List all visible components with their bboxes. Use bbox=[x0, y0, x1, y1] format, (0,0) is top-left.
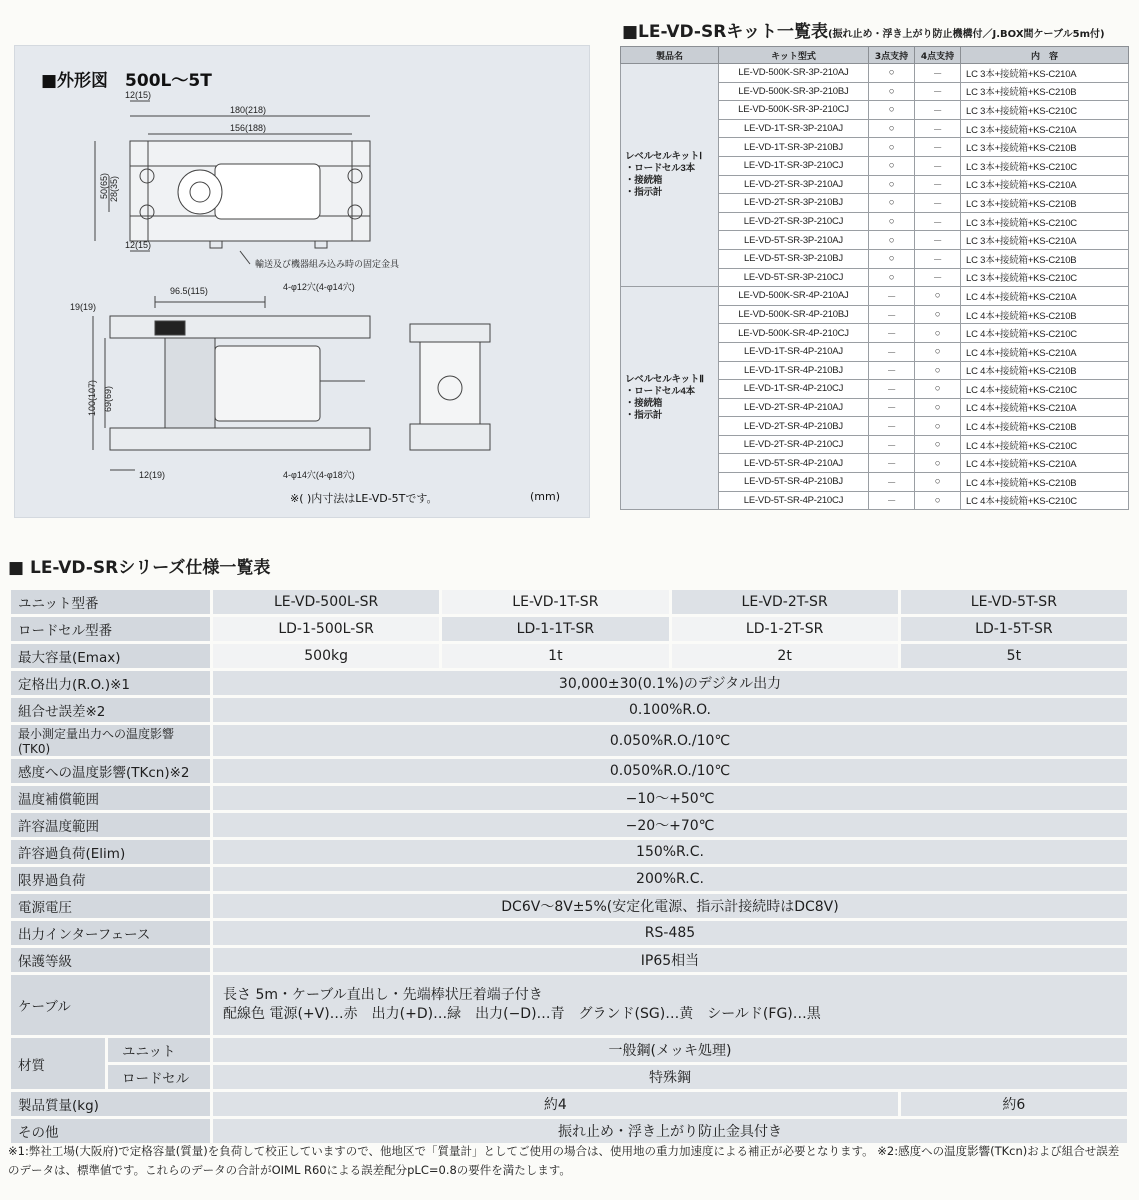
kit-content: LC 4本+接続箱+KS-C210A bbox=[961, 342, 1129, 361]
kit-3pt-mark: － bbox=[869, 417, 915, 436]
spec-label: 温度補償範囲 bbox=[11, 786, 210, 810]
kit-content: LC 4本+接続箱+KS-C210C bbox=[961, 380, 1129, 399]
spec-cell: 5t bbox=[901, 644, 1127, 668]
kit-model: LE-VD-1T-SR-3P-210AJ bbox=[719, 119, 869, 138]
outline-drawing bbox=[15, 46, 591, 519]
kit-table-subtitle: (振れ止め・浮き上がり防止機構付／J.BOX間ケーブル5m付) bbox=[827, 29, 1105, 40]
kit-header-model: キット型式 bbox=[719, 47, 869, 64]
kit-model: LE-VD-500K-SR-3P-210CJ bbox=[719, 101, 869, 120]
kit-3pt-mark: － bbox=[869, 454, 915, 473]
kit-content: LC 3本+接続箱+KS-C210B bbox=[961, 249, 1129, 268]
spec-row bbox=[11, 813, 1127, 837]
kit-3pt-mark: ○ bbox=[869, 175, 915, 194]
spec-value: RS-485 bbox=[213, 921, 1127, 945]
kit-3pt-mark: － bbox=[869, 491, 915, 510]
kit-model: LE-VD-5T-SR-4P-210BJ bbox=[719, 473, 869, 492]
kit-4pt-mark: ○ bbox=[915, 380, 961, 399]
dim-69: 69(69) bbox=[103, 385, 113, 412]
kit-4pt-mark: － bbox=[915, 156, 961, 175]
spec-row bbox=[11, 698, 1127, 722]
kit-3pt-mark: ○ bbox=[869, 138, 915, 157]
dimension-note: ※( )内寸法はLE-VD-5Tです。 bbox=[290, 492, 438, 505]
kit-content: LC 3本+接続箱+KS-C210B bbox=[961, 194, 1129, 213]
spec-label: 感度への温度影響(TKcn)※2 bbox=[11, 759, 210, 783]
kit-3pt-mark: ○ bbox=[869, 156, 915, 175]
spec-cell: LE-VD-500L-SR bbox=[213, 590, 439, 614]
kit-3pt-mark: ○ bbox=[869, 249, 915, 268]
kit-content: LC 3本+接続箱+KS-C210C bbox=[961, 268, 1129, 287]
cable-line-2: 配線色 電源(+V)…赤 出力(+D)…緑 出力(−D)…青 グランド(SG)…黄 シールド(FG)…黒 bbox=[223, 1006, 821, 1022]
spec-cell: 2t bbox=[672, 644, 898, 668]
kit-4pt-mark: ○ bbox=[915, 287, 961, 306]
spec-cell: LD-1-2T-SR bbox=[672, 617, 898, 641]
spec-label: 限界過負荷 bbox=[11, 867, 210, 891]
spec-table bbox=[8, 587, 1130, 1146]
kit-header-content: 内 容 bbox=[961, 47, 1129, 64]
spec-row-material-unit bbox=[11, 1038, 1127, 1062]
kit-4pt-mark: － bbox=[915, 249, 961, 268]
spec-cell: 1t bbox=[442, 644, 668, 668]
junction-box bbox=[215, 346, 320, 421]
kit-row bbox=[621, 64, 1129, 83]
kit-content: LC 4本+接続箱+KS-C210A bbox=[961, 454, 1129, 473]
kit-3pt-mark: ○ bbox=[869, 82, 915, 101]
kit-content: LC 4本+接続箱+KS-C210C bbox=[961, 435, 1129, 454]
spec-label: 製品質量(kg) bbox=[11, 1092, 210, 1116]
spec-value: −10～+50℃ bbox=[213, 786, 1127, 810]
front-bottom-plate bbox=[110, 428, 370, 450]
kit-content: LC 4本+接続箱+KS-C210B bbox=[961, 305, 1129, 324]
spec-value: 約4 bbox=[213, 1092, 898, 1116]
kit-content: LC 4本+接続箱+KS-C210A bbox=[961, 287, 1129, 306]
spec-row-capacity bbox=[11, 644, 1127, 668]
fixture-note: 輸送及び機器組み込み時の固定金具 bbox=[255, 259, 400, 269]
kit-4pt-mark: － bbox=[915, 82, 961, 101]
kit-4pt-mark: － bbox=[915, 119, 961, 138]
spec-cell: LE-VD-1T-SR bbox=[442, 590, 668, 614]
kit-content: LC 4本+接続箱+KS-C210A bbox=[961, 398, 1129, 417]
kit-model: LE-VD-1T-SR-3P-210CJ bbox=[719, 156, 869, 175]
spec-row-mass bbox=[11, 1092, 1127, 1116]
junction-cover bbox=[215, 164, 320, 219]
kit-3pt-mark: ○ bbox=[869, 194, 915, 213]
kit-3pt-mark: － bbox=[869, 398, 915, 417]
kit-content: LC 4本+接続箱+KS-C210B bbox=[961, 417, 1129, 436]
spec-label: 組合せ誤差※2 bbox=[11, 698, 210, 722]
cable-value bbox=[213, 975, 1127, 1035]
kit-model: LE-VD-2T-SR-3P-210BJ bbox=[719, 194, 869, 213]
spec-row-unit bbox=[11, 590, 1127, 614]
spec-value: 0.050%R.O./10℃ bbox=[213, 725, 1127, 756]
hole-14-note: 4-φ14穴(4-φ18穴) bbox=[283, 470, 355, 480]
kit-model: LE-VD-500K-SR-3P-210BJ bbox=[719, 82, 869, 101]
spec-label: ケーブル bbox=[11, 975, 210, 1035]
spec-cell: LE-VD-5T-SR bbox=[901, 590, 1127, 614]
kit-4pt-mark: － bbox=[915, 101, 961, 120]
spec-value: 30,000±30(0.1%)のデジタル出力 bbox=[213, 671, 1127, 695]
kit-content: LC 3本+接続箱+KS-C210A bbox=[961, 119, 1129, 138]
load-cell-body bbox=[165, 338, 215, 428]
kit-model: LE-VD-2T-SR-3P-210CJ bbox=[719, 212, 869, 231]
kit-content: LC 4本+接続箱+KS-C210C bbox=[961, 324, 1129, 343]
kit-3pt-mark: － bbox=[869, 287, 915, 306]
kit-content: LC 4本+接続箱+KS-C210B bbox=[961, 361, 1129, 380]
spec-value: 特殊鋼 bbox=[213, 1065, 1127, 1089]
spec-row bbox=[11, 921, 1127, 945]
dim-12-front: 12(19) bbox=[139, 470, 166, 480]
kit-model: LE-VD-5T-SR-4P-210AJ bbox=[719, 454, 869, 473]
kit-3pt-mark: － bbox=[869, 305, 915, 324]
side-bottom-plate bbox=[410, 424, 490, 450]
spec-label: 材質 bbox=[11, 1038, 105, 1089]
spec-row-material-lc bbox=[11, 1065, 1127, 1089]
kit-content: LC 3本+接続箱+KS-C210C bbox=[961, 212, 1129, 231]
kit-header-4pt: 4点支持 bbox=[915, 47, 961, 64]
unit-note: (mm) bbox=[530, 490, 561, 503]
dim-50: 50(65) bbox=[99, 172, 109, 199]
kit-model: LE-VD-500K-SR-4P-210AJ bbox=[719, 287, 869, 306]
spec-row bbox=[11, 725, 1127, 756]
spec-label: その他 bbox=[11, 1119, 210, 1143]
side-top-plate bbox=[410, 324, 490, 342]
spec-sublabel: ユニット bbox=[108, 1038, 210, 1062]
kit-product-group: レベルセルキットⅠ ・ロードセル3本 ・接続箱 ・指示計 bbox=[621, 64, 719, 287]
spec-cell: LD-1-5T-SR bbox=[901, 617, 1127, 641]
spec-value: IP65相当 bbox=[213, 948, 1127, 972]
spec-label: 電源電圧 bbox=[11, 894, 210, 918]
kit-model: LE-VD-1T-SR-4P-210CJ bbox=[719, 380, 869, 399]
kit-content: LC 3本+接続箱+KS-C210C bbox=[961, 101, 1129, 120]
spec-cell: LD-1-1T-SR bbox=[442, 617, 668, 641]
dim-28: 28(35) bbox=[109, 175, 119, 202]
kit-3pt-mark: － bbox=[869, 473, 915, 492]
dim-19: 19(19) bbox=[70, 302, 97, 312]
kit-3pt-mark: － bbox=[869, 324, 915, 343]
spec-value: 振れ止め・浮き上がり防止金具付き bbox=[213, 1119, 1127, 1143]
kit-4pt-mark: － bbox=[915, 64, 961, 83]
kit-4pt-mark: － bbox=[915, 212, 961, 231]
kit-model: LE-VD-2T-SR-3P-210AJ bbox=[719, 175, 869, 194]
kit-content: LC 3本+接続箱+KS-C210B bbox=[961, 138, 1129, 157]
spec-label: 許容過負荷(Elim) bbox=[11, 840, 210, 864]
spec-cell: 500kg bbox=[213, 644, 439, 668]
kit-model: LE-VD-2T-SR-4P-210BJ bbox=[719, 417, 869, 436]
spec-label: 保護等級 bbox=[11, 948, 210, 972]
kit-3pt-mark: － bbox=[869, 342, 915, 361]
kit-3pt-mark: － bbox=[869, 380, 915, 399]
spec-table-title: ■ LE-VD-SRシリーズ仕様一覧表 bbox=[8, 558, 271, 578]
spec-row-other bbox=[11, 1119, 1127, 1143]
spec-value: 一般鋼(メッキ処理) bbox=[213, 1038, 1127, 1062]
spec-row-cable bbox=[11, 975, 1127, 1035]
dim-100: 100(107) bbox=[87, 379, 97, 416]
drawing-title: ■外形図 500L～5T bbox=[41, 71, 212, 91]
kit-4pt-mark: ○ bbox=[915, 361, 961, 380]
dim-12-bottom: 12(15) bbox=[125, 240, 152, 250]
kit-header-3pt: 3点支持 bbox=[869, 47, 915, 64]
spec-cell: LE-VD-2T-SR bbox=[672, 590, 898, 614]
kit-model: LE-VD-1T-SR-4P-210AJ bbox=[719, 342, 869, 361]
spec-row bbox=[11, 671, 1127, 695]
kit-4pt-mark: － bbox=[915, 194, 961, 213]
kit-4pt-mark: － bbox=[915, 268, 961, 287]
kit-3pt-mark: － bbox=[869, 361, 915, 380]
spec-value: 約6 bbox=[901, 1092, 1127, 1116]
spec-value: 0.100%R.O. bbox=[213, 698, 1127, 722]
kit-model: LE-VD-500K-SR-3P-210AJ bbox=[719, 64, 869, 83]
spec-label: 出力インターフェース bbox=[11, 921, 210, 945]
kit-model: LE-VD-2T-SR-4P-210AJ bbox=[719, 398, 869, 417]
kit-model: LE-VD-5T-SR-3P-210CJ bbox=[719, 268, 869, 287]
kit-content: LC 3本+接続箱+KS-C210A bbox=[961, 231, 1129, 250]
hole-12-note: 4-φ12穴(4-φ14穴) bbox=[283, 282, 355, 292]
spec-value: 150%R.C. bbox=[213, 840, 1127, 864]
kit-header-row bbox=[621, 47, 1129, 64]
kit-row bbox=[621, 287, 1129, 306]
outline-drawing-panel bbox=[14, 45, 590, 518]
kit-4pt-mark: ○ bbox=[915, 398, 961, 417]
kit-4pt-mark: ○ bbox=[915, 454, 961, 473]
kit-3pt-mark: ○ bbox=[869, 231, 915, 250]
kit-model: LE-VD-5T-SR-3P-210BJ bbox=[719, 249, 869, 268]
kit-content: LC 3本+接続箱+KS-C210A bbox=[961, 175, 1129, 194]
kit-model: LE-VD-1T-SR-4P-210BJ bbox=[719, 361, 869, 380]
spec-row-loadcell bbox=[11, 617, 1127, 641]
kit-model: LE-VD-500K-SR-4P-210BJ bbox=[719, 305, 869, 324]
footnote: ※1:弊社工場(大阪府)で定格容量(質量)を負荷して校正していますので、他地区で「質量計」としてご使用の場合は、使用地の重力加速度による補正が必要となります。 ※2:感度への温度影響(TKcn)および組合せ誤差のデータは、標準値です。これらのデータの合計がOIML R60による誤差配分pLC=0.8の要件を満たします。 bbox=[8, 1144, 1120, 1177]
kit-4pt-mark: ○ bbox=[915, 435, 961, 454]
dim-180: 180(218) bbox=[230, 105, 267, 115]
kit-model: LE-VD-2T-SR-4P-210CJ bbox=[719, 435, 869, 454]
kit-4pt-mark: ○ bbox=[915, 473, 961, 492]
spec-label: 定格出力(R.O.)※1 bbox=[11, 671, 210, 695]
kit-4pt-mark: ○ bbox=[915, 324, 961, 343]
kit-table-title: ■LE-VD-SRキット一覧表(振れ止め・浮き上がり防止機構付／J.BOX間ケーブル5m付) bbox=[622, 22, 1105, 42]
spec-value: DC6V～8V±5%(安定化電源、指示計接続時はDC8V) bbox=[213, 894, 1127, 918]
spec-value: 0.050%R.O./10℃ bbox=[213, 759, 1127, 783]
spec-value: 200%R.C. bbox=[213, 867, 1127, 891]
dim-156: 156(188) bbox=[230, 123, 267, 133]
kit-3pt-mark: ○ bbox=[869, 119, 915, 138]
kit-table bbox=[620, 46, 1129, 510]
kit-model: LE-VD-5T-SR-4P-210CJ bbox=[719, 491, 869, 510]
kit-3pt-mark: ○ bbox=[869, 64, 915, 83]
kit-content: LC 3本+接続箱+KS-C210B bbox=[961, 82, 1129, 101]
spec-row bbox=[11, 840, 1127, 864]
spec-row bbox=[11, 894, 1127, 918]
spec-label: 最小測定量出力への温度影響(TK0) bbox=[11, 725, 210, 756]
kit-3pt-mark: ○ bbox=[869, 268, 915, 287]
kit-content: LC 4本+接続箱+KS-C210B bbox=[961, 473, 1129, 492]
kit-4pt-mark: ○ bbox=[915, 305, 961, 324]
kit-3pt-mark: ○ bbox=[869, 101, 915, 120]
kit-header-product: 製品名 bbox=[621, 47, 719, 64]
spec-label: ユニット型番 bbox=[11, 590, 210, 614]
spec-cell: LD-1-500L-SR bbox=[213, 617, 439, 641]
load-button bbox=[178, 170, 222, 214]
kit-4pt-mark: ○ bbox=[915, 342, 961, 361]
kit-4pt-mark: － bbox=[915, 138, 961, 157]
front-top-plate bbox=[110, 316, 370, 338]
kit-3pt-mark: ○ bbox=[869, 212, 915, 231]
dim-12-top: 12(15) bbox=[125, 90, 152, 100]
spec-row bbox=[11, 786, 1127, 810]
spec-row bbox=[11, 948, 1127, 972]
kit-model: LE-VD-5T-SR-3P-210AJ bbox=[719, 231, 869, 250]
dim-96-5: 96.5(115) bbox=[170, 286, 208, 296]
kit-model: LE-VD-500K-SR-4P-210CJ bbox=[719, 324, 869, 343]
kit-4pt-mark: － bbox=[915, 231, 961, 250]
kit-content: LC 3本+接続箱+KS-C210C bbox=[961, 156, 1129, 175]
kit-3pt-mark: － bbox=[869, 435, 915, 454]
kit-content: LC 3本+接続箱+KS-C210A bbox=[961, 64, 1129, 83]
kit-content: LC 4本+接続箱+KS-C210C bbox=[961, 491, 1129, 510]
kit-4pt-mark: － bbox=[915, 175, 961, 194]
spec-label: ロードセル型番 bbox=[11, 617, 210, 641]
kit-product-group: レベルセルキットⅡ ・ロードセル4本 ・接続箱 ・指示計 bbox=[621, 287, 719, 510]
kit-4pt-mark: ○ bbox=[915, 417, 961, 436]
spec-row bbox=[11, 759, 1127, 783]
spec-label: 最大容量(Emax) bbox=[11, 644, 210, 668]
spec-sublabel: ロードセル bbox=[108, 1065, 210, 1089]
kit-model: LE-VD-1T-SR-3P-210BJ bbox=[719, 138, 869, 157]
kit-4pt-mark: ○ bbox=[915, 491, 961, 510]
spec-row bbox=[11, 867, 1127, 891]
spec-value: −20～+70℃ bbox=[213, 813, 1127, 837]
spec-label: 許容温度範囲 bbox=[11, 813, 210, 837]
cable-line-1: 長さ 5m・ケーブル直出し・先端棒状圧着端子付き bbox=[223, 987, 543, 1003]
side-load-cell bbox=[420, 342, 480, 424]
